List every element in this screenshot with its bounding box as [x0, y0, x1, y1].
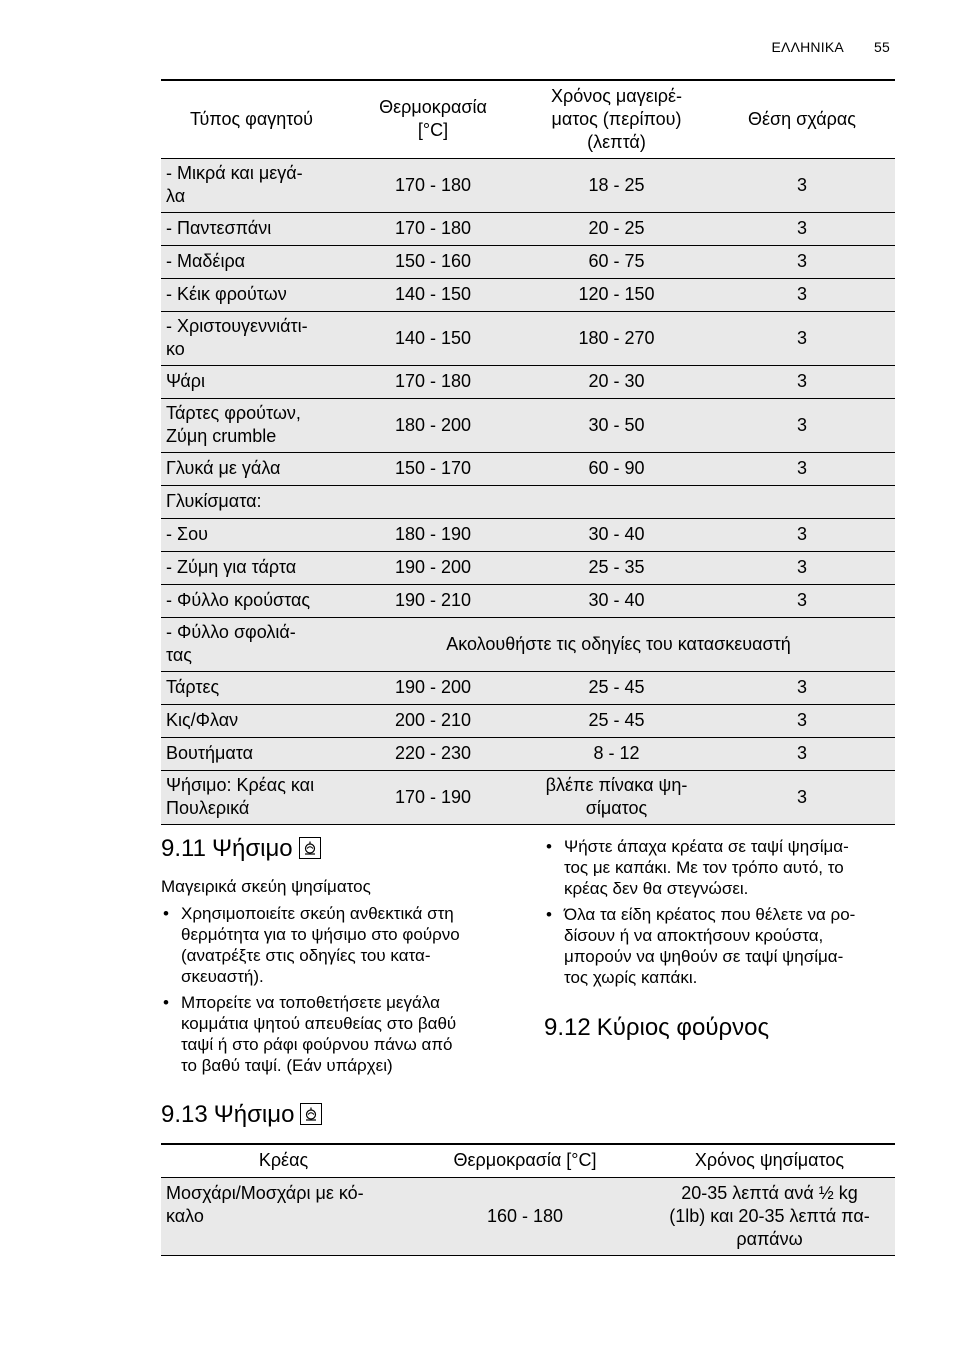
- instructions-cell: Ακολουθήστε τις οδηγίες του κατασκευαστή: [446, 633, 791, 654]
- shelf-position-cell: 3: [796, 590, 807, 610]
- temperature-cell: 150 - 160: [394, 251, 472, 271]
- food-type-cell: - Μικρά και μεγά- λα: [166, 163, 303, 206]
- header-meat: Κρέας: [258, 1150, 309, 1171]
- table-row: [161, 1177, 895, 1255]
- temperature-cell: 190 - 200: [394, 677, 472, 697]
- bullet-list-right: [544, 836, 904, 993]
- shelf-position-cell: 3: [796, 371, 807, 391]
- cooking-time-cell: 25 - 45: [588, 710, 645, 730]
- language-label: ΕΛΛΗΝΙΚΑ: [771, 39, 844, 55]
- shelf-position-cell: [709, 485, 895, 518]
- shelf-position-cell: 3: [796, 710, 807, 730]
- cooking-time-cell: 25 - 45: [588, 677, 645, 697]
- page-number: 55: [874, 39, 890, 55]
- shelf-position-cell: 3: [796, 218, 807, 238]
- cooking-time-cell: 18 - 25: [588, 174, 645, 195]
- header-cooking-time: Χρόνος μαγειρέ- ματος (περίπου) (λεπτά): [550, 85, 682, 152]
- shelf-position-cell: 3: [796, 524, 807, 544]
- header-food-type: Τύπος φαγητού: [190, 108, 313, 129]
- table-row: [161, 671, 895, 704]
- shelf-position-cell: 3: [796, 557, 807, 577]
- food-type-cell: - Χριστουγεννιάτι- κο: [166, 316, 308, 359]
- table-row: [161, 398, 895, 452]
- shelf-position-cell: 3: [796, 174, 807, 195]
- time-cell: 20-35 λεπτά ανά ½ kg (1lb) και 20-35 λεπτά πα- ραπάνω: [669, 1182, 870, 1249]
- temperature-cell: 170 - 180: [394, 371, 472, 391]
- table-row: [161, 158, 895, 212]
- temperature-cell: 180 - 190: [394, 524, 472, 544]
- section-title: Ψήσιμο: [211, 835, 293, 862]
- food-type-cell: Ψήσιμο: Κρέας και Πουλερικά: [166, 775, 315, 818]
- cooking-time-cell: 180 - 270: [578, 327, 655, 348]
- table-row: [161, 452, 895, 485]
- header-shelf-position: Θέση σχάρας: [748, 108, 856, 129]
- temperature-cell: 180 - 200: [394, 414, 472, 435]
- roast-icon: [299, 837, 321, 859]
- food-type-cell: Ψάρι: [166, 371, 205, 391]
- cooking-time-cell: 60 - 90: [588, 458, 645, 478]
- temperature-cell: 170 - 190: [394, 786, 472, 807]
- section-title: Ψήσιμο: [213, 1101, 295, 1128]
- temperature-cell: [342, 485, 524, 518]
- cooking-time-cell: 8 - 12: [593, 743, 640, 763]
- section-number: 9.13: [161, 1101, 208, 1128]
- cooking-time-cell: βλέπε πίνακα ψη- σίματος: [545, 775, 688, 818]
- food-type-cell: - Μαδέιρα: [166, 251, 246, 271]
- food-type-cell: Κις/Φλαν: [166, 710, 239, 730]
- cooking-time-cell: 30 - 50: [588, 414, 645, 435]
- shelf-position-cell: 3: [796, 677, 807, 697]
- food-type-cell: Γλυκίσματα:: [166, 491, 262, 511]
- list-item: • Όλα τα είδη κρέατος που θέλετε να ρο- δίσουν ή να αποκτήσουν κρούστα, μπορούν να ψηθούν σε ταψί ψησίμα- τος χωρίς καπάκι.: [544, 904, 904, 988]
- bullet-list-left: [161, 903, 511, 1081]
- cooking-time-cell: [524, 485, 709, 518]
- list-item: • Ψήστε άπαχα κρέατα σε ταψί ψησίμα- τος με καπάκι. Με τον τρόπο αυτό, το κρέας δεν θα στεγνώσει.: [544, 836, 904, 899]
- table-row: [161, 485, 895, 518]
- cooking-time-cell: 60 - 75: [588, 251, 645, 271]
- temperature-cell: 190 - 200: [394, 557, 472, 577]
- cooking-time-cell: 20 - 25: [588, 218, 645, 238]
- header-roasting-time: Χρόνος ψησίματος: [694, 1150, 845, 1171]
- food-type-cell: - Φύλλο σφολιά- τας: [166, 622, 296, 665]
- table-row: [161, 212, 895, 245]
- temperature-cell: 170 - 180: [394, 218, 472, 238]
- food-type-cell: - Κέικ φρούτων: [166, 284, 287, 304]
- food-type-cell: - Ζύμη για τάρτα: [166, 557, 297, 577]
- roasting-table-header: [161, 1144, 895, 1177]
- shelf-position-cell: 3: [796, 458, 807, 478]
- table-row: [161, 737, 895, 770]
- table-row: [161, 551, 895, 584]
- temperature-cell: 190 - 210: [394, 590, 472, 610]
- table-row: [161, 245, 895, 278]
- cooking-time-cell: 20 - 30: [588, 371, 645, 391]
- temperature-cell: 140 - 150: [394, 327, 472, 348]
- shelf-position-cell: 3: [796, 327, 807, 348]
- shelf-position-cell: 3: [796, 786, 807, 807]
- section-number: 9.11: [161, 835, 206, 862]
- roast-icon: [300, 1103, 322, 1125]
- cooking-time-cell: 30 - 40: [588, 590, 645, 610]
- temperature-cell: 200 - 210: [394, 710, 472, 730]
- list-item: • Χρησιμοποιείτε σκεύη ανθεκτικά στη θερμότητα για το ψήσιμο στο φούρνο (ανατρέξτε στις οδηγίες του κατα- σκευαστή).: [161, 903, 511, 987]
- section-number: 9.12: [544, 1014, 591, 1041]
- table-row: [161, 365, 895, 398]
- temperature-cell: 150 - 170: [394, 458, 472, 478]
- food-type-cell: - Παντεσπάνι: [166, 218, 272, 238]
- roasting-table: [161, 1143, 895, 1256]
- section-title: Κύριος φούρνος: [596, 1014, 770, 1041]
- section-9-11-heading: [161, 835, 321, 863]
- cooking-table: [161, 79, 895, 825]
- shelf-position-cell: 3: [796, 284, 807, 304]
- list-item: • Μπορείτε να τοποθετήσετε μεγάλα κομμάτια ψητού απευθείας στο βαθύ ταψί ή στο ράφι φούρνου πάνω από το βαθύ ταψί. (Εάν υπάρχει): [161, 992, 511, 1076]
- table-row: [161, 278, 895, 311]
- temperature-cell: 160 - 180: [486, 1205, 564, 1226]
- cooking-time-cell: 120 - 150: [578, 284, 655, 304]
- table-row: [161, 770, 895, 824]
- food-type-cell: Βουτήματα: [166, 743, 254, 763]
- table-row: [161, 311, 895, 365]
- section-9-13-heading: [161, 1101, 322, 1129]
- temperature-cell: 220 - 230: [394, 743, 472, 763]
- shelf-position-cell: 3: [796, 743, 807, 763]
- cooking-time-cell: 25 - 35: [588, 557, 645, 577]
- cooking-table-header: [161, 80, 895, 158]
- food-type-cell: - Σου: [166, 524, 208, 544]
- section-9-12-heading: [544, 1014, 769, 1042]
- table-row: [161, 617, 895, 671]
- table-row: [161, 584, 895, 617]
- header-temperature: Θερμοκρασία [°C]: [379, 97, 487, 141]
- shelf-position-cell: 3: [796, 414, 807, 435]
- page-header: [700, 39, 890, 55]
- temperature-cell: 140 - 150: [394, 284, 472, 304]
- table-row: [161, 518, 895, 551]
- meat-cell: Μοσχάρι/Μοσχάρι με κό- καλο: [166, 1182, 364, 1226]
- table-row: [161, 704, 895, 737]
- header-temperature: Θερμοκρασία [°C]: [453, 1150, 597, 1171]
- food-type-cell: - Φύλλο κρούστας: [166, 590, 311, 610]
- temperature-cell: 170 - 180: [394, 174, 472, 195]
- food-type-cell: Γλυκά με γάλα: [166, 458, 281, 478]
- shelf-position-cell: 3: [796, 251, 807, 271]
- cooking-time-cell: 30 - 40: [588, 524, 645, 544]
- food-type-cell: Τάρτες: [166, 677, 220, 697]
- roasting-dishes-subheading: Μαγειρικά σκεύη ψησίματος: [161, 877, 371, 896]
- food-type-cell: Τάρτες φρούτων, Ζύμη crumble: [166, 403, 301, 446]
